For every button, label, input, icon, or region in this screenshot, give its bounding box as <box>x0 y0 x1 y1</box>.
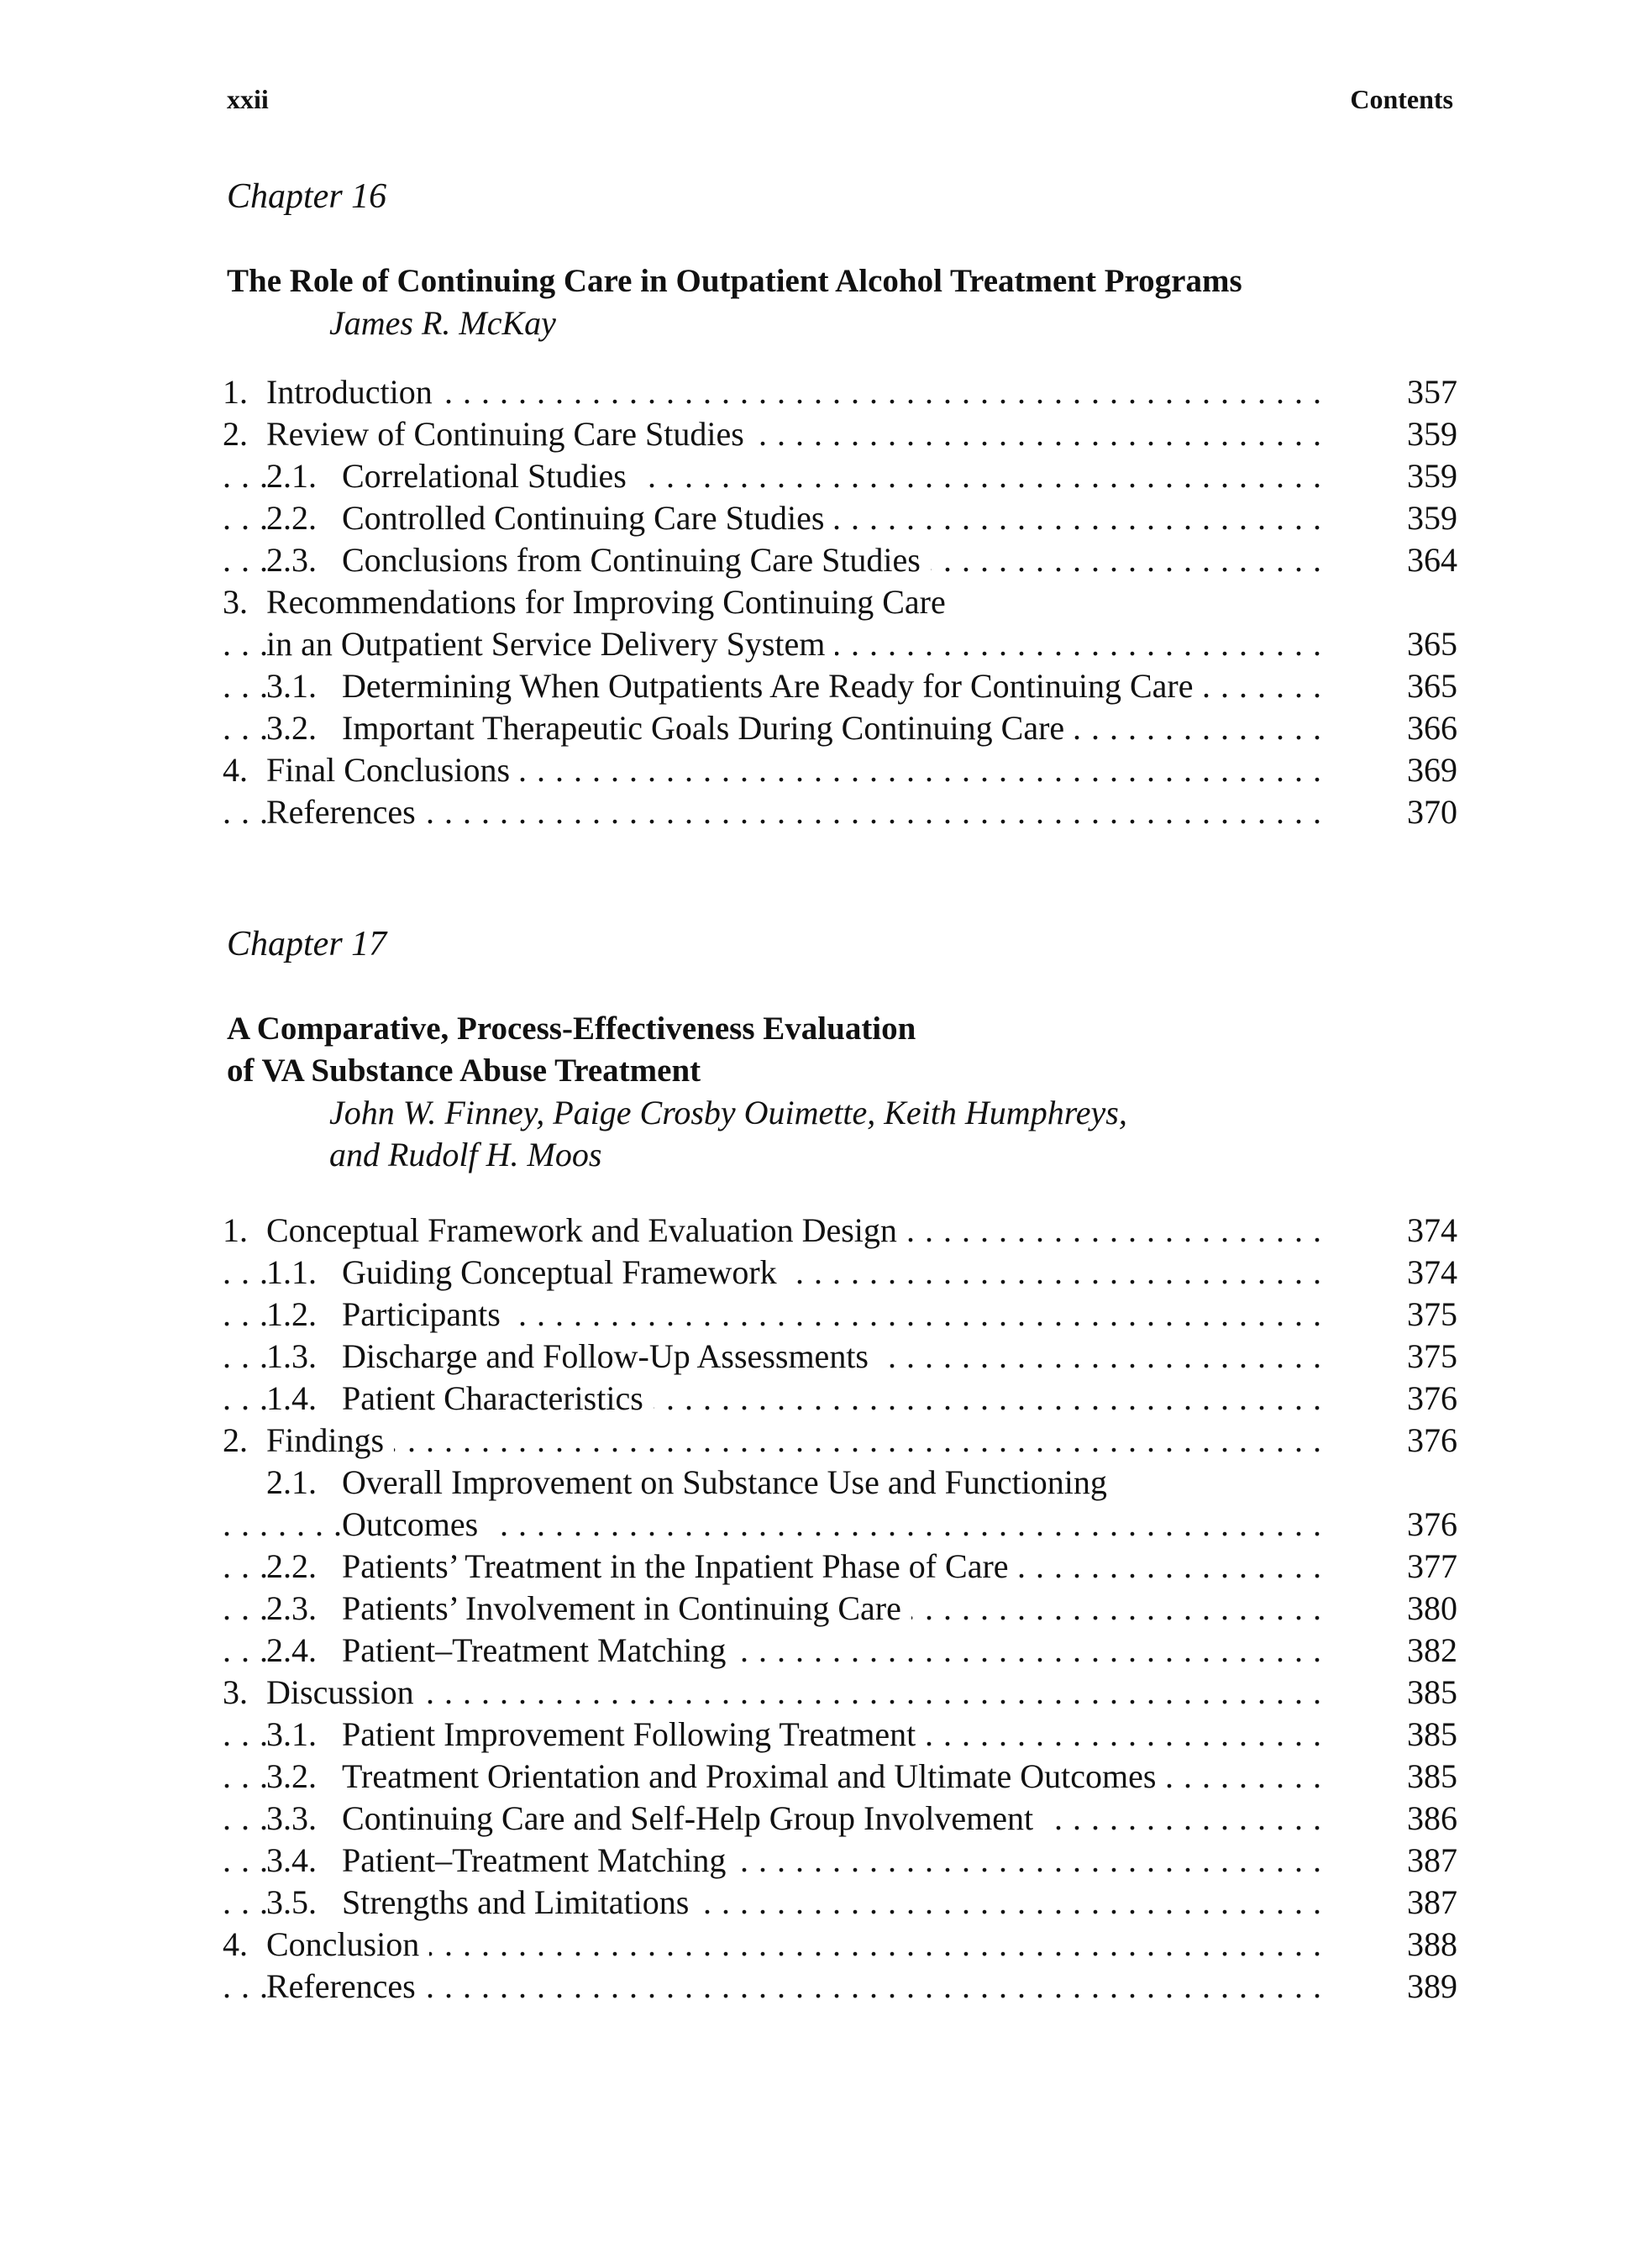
toc-number: 1.2. <box>266 1294 342 1336</box>
toc-page: 376 <box>1407 1421 1457 1459</box>
toc-page: 370 <box>1407 793 1457 831</box>
toc-entry[interactable] <box>223 1294 1457 1336</box>
toc-label: Controlled Continuing Care Studies <box>342 499 834 537</box>
toc-label: Guiding Conceptual Framework <box>342 1253 787 1291</box>
chapter-17-toc <box>223 1210 1457 2008</box>
toc-number: 3.5. <box>266 1882 342 1924</box>
toc-number: 3. <box>223 581 266 623</box>
chapter-16-title <box>227 260 1453 302</box>
toc-entry[interactable] <box>223 1840 1457 1882</box>
toc-entry[interactable] <box>223 413 1457 455</box>
toc-page: 374 <box>1407 1211 1457 1249</box>
toc-label: References <box>266 1967 426 2005</box>
toc-entry[interactable] <box>223 1546 1457 1588</box>
toc-label: Correlational Studies <box>342 457 637 495</box>
chapter-17-author-line: and Rudolf H. Moos <box>329 1136 602 1173</box>
toc-entry[interactable] <box>223 791 1457 833</box>
toc-label: Patients’ Involvement in Continuing Care <box>342 1589 911 1627</box>
toc-number: 4. <box>223 1924 266 1966</box>
toc-page: 388 <box>1407 1925 1457 1963</box>
toc-entry[interactable] <box>223 1420 1457 1462</box>
toc-page: 387 <box>1407 1841 1457 1879</box>
chapter-17-label: Chapter 17 <box>227 925 387 963</box>
toc-label: Treatment Orientation and Proximal and Ultimate Outcomes <box>342 1757 1166 1795</box>
toc-label: Findings <box>266 1421 394 1459</box>
toc-page: 377 <box>1407 1547 1457 1585</box>
chapter-17-title-line: of VA Substance Abuse Treatment <box>227 1053 701 1089</box>
toc-label: Introduction <box>266 373 443 411</box>
toc-page: 359 <box>1407 415 1457 453</box>
toc-number: 3.2. <box>266 1756 342 1798</box>
toc-number: 1.3. <box>266 1336 342 1378</box>
toc-number: 1.4. <box>266 1378 342 1420</box>
toc-page: 382 <box>1407 1631 1457 1669</box>
toc-number: 3. <box>223 1672 266 1714</box>
chapter-16-label: Chapter 16 <box>227 177 387 216</box>
toc-entry[interactable] <box>223 707 1457 749</box>
page-folio: xxii <box>227 84 269 114</box>
toc-label: Important Therapeutic Goals During Continuing Care <box>342 709 1074 747</box>
toc-number: 2. <box>223 413 266 455</box>
toc-page: 359 <box>1407 457 1457 495</box>
chapter-16-title-line: The Role of Continuing Care in Outpatient Alcohol Treatment Programs <box>227 263 1242 299</box>
toc-page: 376 <box>1407 1505 1457 1543</box>
toc-number: 2.3. <box>266 539 342 581</box>
toc-entry[interactable] <box>223 1966 1457 2008</box>
toc-page: 357 <box>1407 373 1457 411</box>
toc-entry[interactable] <box>223 665 1457 707</box>
toc-label: Patient–Treatment Matching <box>342 1841 736 1879</box>
toc-entry[interactable] <box>223 581 1457 623</box>
toc-number: 1.1. <box>266 1252 342 1294</box>
toc-entry[interactable] <box>223 1252 1457 1294</box>
running-head: Contents <box>1350 84 1453 114</box>
toc-label: Conclusion <box>266 1925 429 1963</box>
toc-label: Patient Improvement Following Treatment <box>342 1715 926 1753</box>
chapter-16-toc <box>223 371 1457 833</box>
toc-page: 369 <box>1407 751 1457 789</box>
toc-label: Conclusions from Continuing Care Studies <box>342 541 931 579</box>
chapter-17-author-line: John W. Finney, Paige Crosby Ouimette, Keith Humphreys, <box>329 1094 1127 1131</box>
toc-entry[interactable] <box>223 1798 1457 1840</box>
toc-entry[interactable] <box>223 1462 1457 1504</box>
toc-page: 365 <box>1407 625 1457 663</box>
toc-label: Review of Continuing Care Studies <box>266 415 754 453</box>
toc-number: 3.1. <box>266 665 342 707</box>
toc-label: Determining When Outpatients Are Ready for Continuing Care <box>342 667 1203 705</box>
toc-number: 2.3. <box>266 1588 342 1630</box>
toc-label: Patients’ Treatment in the Inpatient Phase of Care <box>342 1547 1019 1585</box>
page-header <box>227 84 1453 126</box>
toc-number: 4. <box>223 749 266 791</box>
toc-number: 2.2. <box>266 497 342 539</box>
toc-entry[interactable] <box>223 1924 1457 1966</box>
toc-page: 385 <box>1407 1715 1457 1753</box>
toc-label: Patient Characteristics <box>342 1379 654 1417</box>
toc-page: 385 <box>1407 1757 1457 1795</box>
toc-entry[interactable] <box>223 455 1457 497</box>
toc-number: 2. <box>223 1420 266 1462</box>
toc-page: 386 <box>1407 1799 1457 1837</box>
toc-number: 3.2. <box>266 707 342 749</box>
toc-label: Discharge and Follow-Up Assessments <box>342 1337 879 1375</box>
toc-number: 2.1. <box>266 1462 342 1504</box>
toc-page: 389 <box>1407 1967 1457 2005</box>
toc-entry[interactable] <box>223 1756 1457 1798</box>
toc-label: Strengths and Limitations <box>342 1883 699 1921</box>
toc-label: Discussion <box>266 1673 424 1711</box>
chapter-17-authors <box>329 1092 1421 1176</box>
toc-entry[interactable] <box>223 749 1457 791</box>
toc-entry[interactable] <box>223 1882 1457 1924</box>
toc-entry[interactable] <box>223 371 1457 413</box>
toc-page: 375 <box>1407 1337 1457 1375</box>
toc-entry[interactable] <box>223 539 1457 581</box>
toc-entry[interactable] <box>223 1504 1457 1546</box>
toc-label: Participants <box>342 1295 511 1333</box>
toc-label: References <box>266 793 426 831</box>
toc-number: 3.1. <box>266 1714 342 1756</box>
toc-page: 364 <box>1407 541 1457 579</box>
toc-number: 3.4. <box>266 1840 342 1882</box>
toc-entry[interactable] <box>223 497 1457 539</box>
toc-page: 366 <box>1407 709 1457 747</box>
toc-number: 1. <box>223 371 266 413</box>
toc-number: 2.4. <box>266 1630 342 1672</box>
toc-number: 2.2. <box>266 1546 342 1588</box>
toc-page: 387 <box>1407 1883 1457 1921</box>
toc-number: 1. <box>223 1210 266 1252</box>
toc-label: Recommendations for Improving Continuing Care <box>266 583 956 621</box>
toc-number: 3.3. <box>266 1798 342 1840</box>
toc-page: 374 <box>1407 1253 1457 1291</box>
toc-entry[interactable] <box>223 1588 1457 1630</box>
toc-entry[interactable] <box>223 1714 1457 1756</box>
toc-entry[interactable] <box>223 623 1457 665</box>
toc-page: 365 <box>1407 667 1457 705</box>
toc-entry[interactable] <box>223 1630 1457 1672</box>
toc-label: Outcomes <box>342 1505 488 1543</box>
chapter-17-title <box>227 1008 1453 1092</box>
toc-page: 385 <box>1407 1673 1457 1711</box>
toc-label: Conceptual Framework and Evaluation Design <box>266 1211 907 1249</box>
toc-label: Overall Improvement on Substance Use and Functioning <box>342 1463 1117 1501</box>
toc-number: 2.1. <box>266 455 342 497</box>
toc-label: Final Conclusions <box>266 751 520 789</box>
toc-entry[interactable] <box>223 1672 1457 1714</box>
chapter-16-author-line: James R. McKay <box>329 304 556 342</box>
toc-page: 376 <box>1407 1379 1457 1417</box>
toc-label: in an Outpatient Service Delivery System <box>266 625 835 663</box>
chapter-17-title-line: A Comparative, Process-Effectiveness Evaluation <box>227 1011 916 1047</box>
chapter-16-author <box>329 302 1421 344</box>
toc-label: Continuing Care and Self-Help Group Involvement <box>342 1799 1043 1837</box>
toc-entry[interactable] <box>223 1336 1457 1378</box>
toc-label: Patient–Treatment Matching <box>342 1631 736 1669</box>
toc-entry[interactable] <box>223 1378 1457 1420</box>
toc-page: 380 <box>1407 1589 1457 1627</box>
toc-entry[interactable] <box>223 1210 1457 1252</box>
toc-page: 375 <box>1407 1295 1457 1333</box>
toc-page: 359 <box>1407 499 1457 537</box>
